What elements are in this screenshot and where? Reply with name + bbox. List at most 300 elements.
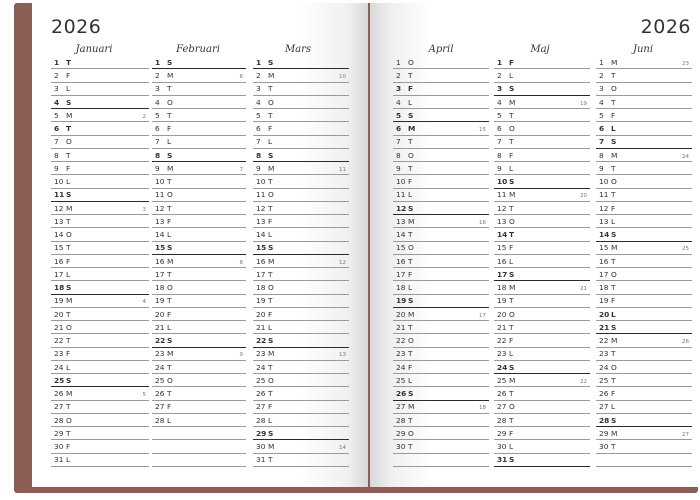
day-number: 7 bbox=[599, 137, 605, 147]
weekday-letter: S bbox=[66, 190, 72, 200]
weekday-letter: T bbox=[268, 269, 273, 279]
month-column-mars bbox=[253, 56, 349, 467]
weekday-letter: L bbox=[66, 362, 71, 372]
day-number: 14 bbox=[599, 230, 610, 239]
day-number: 5 bbox=[256, 110, 261, 120]
day-row bbox=[596, 189, 692, 202]
day-row bbox=[596, 281, 692, 294]
weekday-letter: M bbox=[167, 256, 174, 266]
day-number: 24 bbox=[396, 362, 406, 372]
day-number: 7 bbox=[396, 137, 401, 147]
weekday-letter: F bbox=[408, 177, 413, 186]
weekday-letter: T bbox=[167, 296, 172, 306]
day-number: 14 bbox=[54, 230, 64, 239]
weekday-letter: F bbox=[167, 216, 172, 226]
day-row bbox=[152, 401, 246, 414]
weekday-letter: F bbox=[167, 402, 172, 412]
weekday-letter: O bbox=[509, 216, 515, 226]
day-row bbox=[51, 268, 149, 281]
day-row bbox=[152, 122, 246, 135]
day-number: 25 bbox=[155, 375, 165, 385]
weekday-letter: S bbox=[509, 269, 515, 279]
weekday-letter: T bbox=[611, 190, 616, 200]
weekday-letter: M bbox=[509, 190, 516, 200]
day-row bbox=[51, 175, 149, 188]
weekday-letter: S bbox=[509, 455, 515, 465]
day-number: 14 bbox=[396, 230, 406, 239]
day-row bbox=[51, 295, 149, 308]
day-row bbox=[494, 295, 590, 308]
day-row bbox=[596, 122, 692, 135]
day-number: 8 bbox=[155, 150, 161, 160]
weekday-letter: L bbox=[167, 322, 172, 332]
weekday-letter: S bbox=[268, 336, 274, 345]
day-row bbox=[393, 334, 489, 347]
day-row bbox=[51, 387, 149, 400]
weekday-letter: L bbox=[66, 84, 71, 94]
weekday-letter: S bbox=[268, 428, 274, 438]
weekday-letter: M bbox=[408, 124, 416, 133]
day-row bbox=[494, 56, 590, 69]
day-row bbox=[494, 348, 590, 361]
weekday-letter: M bbox=[268, 163, 275, 173]
day-row bbox=[494, 387, 590, 400]
day-number: 3 bbox=[599, 84, 604, 94]
day-number: 10 bbox=[155, 177, 165, 186]
day-row bbox=[596, 109, 692, 122]
day-number: 10 bbox=[497, 177, 508, 186]
day-row bbox=[253, 440, 349, 453]
weekday-letter: F bbox=[509, 428, 514, 438]
day-row bbox=[596, 56, 692, 69]
day-number: 20 bbox=[599, 309, 610, 319]
weekday-letter: T bbox=[611, 349, 616, 359]
day-row bbox=[596, 334, 692, 347]
day-row bbox=[494, 427, 590, 440]
weekday-letter: F bbox=[66, 349, 71, 359]
day-row bbox=[51, 215, 149, 228]
month-title-april: April bbox=[428, 44, 454, 55]
weekday-letter: T bbox=[408, 415, 413, 425]
empty-row bbox=[393, 454, 489, 467]
week-number: 21 bbox=[580, 286, 587, 292]
day-row bbox=[51, 162, 149, 175]
day-number: 23 bbox=[54, 349, 64, 359]
weekday-letter: L bbox=[509, 256, 514, 266]
day-number: 1 bbox=[54, 57, 60, 67]
week-number: 16 bbox=[479, 219, 486, 226]
weekday-letter: M bbox=[167, 163, 174, 173]
month-title-februari: Februari bbox=[176, 44, 220, 55]
day-number: 4 bbox=[497, 97, 502, 107]
weekday-letter: O bbox=[408, 150, 414, 160]
day-row bbox=[253, 414, 349, 427]
day-number: 26 bbox=[497, 389, 507, 398]
day-number: 1 bbox=[599, 57, 604, 67]
day-number: 8 bbox=[497, 150, 502, 160]
day-number: 27 bbox=[54, 402, 64, 412]
day-number: 19 bbox=[155, 296, 165, 306]
empty-row bbox=[152, 440, 246, 453]
week-number: 26 bbox=[682, 339, 689, 345]
day-row bbox=[494, 374, 590, 387]
day-row bbox=[152, 175, 246, 188]
day-number: 28 bbox=[497, 415, 507, 425]
weekday-letter: T bbox=[268, 296, 273, 306]
day-row bbox=[596, 440, 692, 453]
day-number: 26 bbox=[54, 389, 64, 398]
weekday-letter: L bbox=[611, 124, 616, 133]
day-number: 5 bbox=[54, 110, 59, 120]
day-number: 18 bbox=[155, 283, 165, 292]
day-row bbox=[393, 387, 489, 400]
day-number: 29 bbox=[497, 428, 507, 438]
weekday-letter: L bbox=[509, 442, 514, 451]
day-number: 22 bbox=[599, 336, 609, 345]
year-heading-right: 2026 bbox=[640, 16, 691, 38]
day-row bbox=[596, 69, 692, 82]
day-row bbox=[596, 414, 692, 427]
day-number: 5 bbox=[155, 110, 160, 120]
day-number: 13 bbox=[599, 216, 609, 226]
weekday-letter: O bbox=[408, 57, 414, 67]
month-column-januari bbox=[51, 56, 149, 467]
day-number: 27 bbox=[256, 402, 266, 412]
day-row bbox=[494, 136, 590, 149]
weekday-letter: M bbox=[408, 309, 415, 319]
day-row bbox=[494, 321, 590, 334]
weekday-letter: F bbox=[66, 71, 71, 80]
day-row bbox=[253, 162, 349, 175]
day-row bbox=[152, 83, 246, 96]
day-row bbox=[393, 321, 489, 334]
weekday-letter: T bbox=[509, 230, 515, 239]
weekday-letter: S bbox=[66, 283, 72, 292]
weekday-letter: T bbox=[66, 124, 72, 133]
day-number: 16 bbox=[599, 256, 609, 266]
day-number: 19 bbox=[497, 296, 507, 306]
day-number: 6 bbox=[54, 124, 60, 133]
weekday-letter: O bbox=[611, 269, 617, 279]
month-title-mars: Mars bbox=[284, 44, 312, 55]
day-number: 2 bbox=[256, 71, 261, 80]
day-row bbox=[253, 321, 349, 334]
day-number: 15 bbox=[497, 243, 507, 253]
weekday-letter: T bbox=[66, 336, 71, 345]
weekday-letter: M bbox=[611, 428, 618, 438]
day-number: 30 bbox=[256, 442, 266, 451]
day-number: 7 bbox=[54, 137, 59, 147]
day-row bbox=[494, 122, 590, 135]
day-row bbox=[596, 175, 692, 188]
day-number: 13 bbox=[54, 216, 64, 226]
day-row bbox=[393, 149, 489, 162]
weekday-letter: T bbox=[167, 177, 172, 186]
day-number: 2 bbox=[599, 71, 604, 80]
day-number: 14 bbox=[497, 230, 508, 239]
day-number: 18 bbox=[497, 283, 507, 292]
day-row bbox=[152, 348, 246, 361]
day-row bbox=[253, 242, 349, 255]
day-number: 23 bbox=[396, 349, 406, 359]
day-row bbox=[494, 109, 590, 122]
week-number: 6 bbox=[239, 74, 243, 80]
day-row bbox=[494, 69, 590, 82]
weekday-letter: O bbox=[268, 190, 274, 200]
day-row bbox=[51, 414, 149, 427]
day-row bbox=[494, 255, 590, 268]
day-row bbox=[152, 281, 246, 294]
day-number: 28 bbox=[155, 415, 165, 425]
weekday-letter: T bbox=[611, 442, 616, 451]
day-number: 22 bbox=[54, 336, 64, 345]
day-number: 5 bbox=[396, 110, 402, 120]
day-number: 12 bbox=[54, 203, 64, 213]
day-row bbox=[51, 189, 149, 202]
weekday-letter: T bbox=[611, 71, 616, 80]
day-number: 27 bbox=[396, 402, 406, 412]
day-number: 20 bbox=[54, 309, 64, 319]
weekday-letter: T bbox=[408, 322, 413, 332]
day-number: 2 bbox=[497, 71, 502, 80]
weekday-letter: T bbox=[408, 349, 413, 359]
weekday-letter: O bbox=[167, 283, 173, 292]
week-number: 5 bbox=[142, 392, 146, 398]
weekday-letter: F bbox=[268, 124, 273, 133]
month-title-januari: Januari bbox=[75, 44, 113, 55]
day-row bbox=[596, 162, 692, 175]
day-number: 2 bbox=[54, 71, 59, 80]
day-row bbox=[51, 255, 149, 268]
day-row bbox=[51, 56, 149, 69]
day-number: 17 bbox=[599, 269, 609, 279]
day-number: 19 bbox=[599, 296, 609, 306]
day-number: 12 bbox=[497, 203, 507, 213]
day-row bbox=[596, 401, 692, 414]
weekday-letter: M bbox=[66, 203, 73, 213]
weekday-letter: T bbox=[611, 97, 616, 107]
weekday-letter: F bbox=[408, 362, 413, 372]
day-number: 7 bbox=[256, 137, 261, 147]
day-number: 30 bbox=[599, 442, 609, 451]
day-number: 21 bbox=[396, 322, 406, 332]
day-row bbox=[152, 189, 246, 202]
weekday-letter: T bbox=[167, 203, 172, 213]
weekday-letter: S bbox=[408, 389, 414, 398]
day-row bbox=[393, 374, 489, 387]
weekday-letter: F bbox=[611, 389, 616, 398]
day-number: 20 bbox=[497, 309, 507, 319]
weekday-letter: S bbox=[611, 322, 617, 332]
day-row bbox=[51, 242, 149, 255]
day-number: 3 bbox=[54, 84, 59, 94]
weekday-letter: T bbox=[268, 177, 273, 186]
day-number: 11 bbox=[54, 190, 65, 200]
week-number: 15 bbox=[479, 127, 486, 133]
day-number: 11 bbox=[155, 190, 165, 200]
weekday-letter: F bbox=[509, 336, 514, 345]
weekday-letter: F bbox=[509, 150, 514, 160]
day-number: 28 bbox=[396, 415, 406, 425]
weekday-letter: F bbox=[611, 296, 616, 306]
day-row bbox=[253, 228, 349, 241]
weekday-letter: T bbox=[66, 243, 71, 253]
day-number: 15 bbox=[155, 243, 166, 253]
day-number: 6 bbox=[396, 124, 402, 133]
day-row bbox=[494, 308, 590, 321]
day-number: 17 bbox=[256, 269, 266, 279]
day-number: 11 bbox=[599, 190, 609, 200]
day-row bbox=[596, 83, 692, 96]
weekday-letter: F bbox=[408, 269, 413, 279]
day-number: 21 bbox=[54, 322, 64, 332]
day-number: 30 bbox=[54, 442, 64, 451]
day-number: 26 bbox=[256, 389, 266, 398]
weekday-letter: T bbox=[268, 203, 273, 213]
weekday-letter: T bbox=[66, 428, 71, 438]
weekday-letter: T bbox=[408, 230, 413, 239]
day-number: 9 bbox=[54, 163, 59, 173]
day-number: 29 bbox=[599, 428, 609, 438]
weekday-letter: O bbox=[66, 230, 72, 239]
day-row bbox=[51, 427, 149, 440]
weekday-letter: T bbox=[408, 163, 413, 173]
weekday-letter: T bbox=[408, 256, 413, 266]
day-row bbox=[253, 295, 349, 308]
day-row bbox=[393, 175, 489, 188]
day-row bbox=[152, 414, 246, 427]
day-number: 27 bbox=[497, 402, 507, 412]
day-row bbox=[596, 427, 692, 440]
day-row bbox=[152, 242, 246, 255]
day-row bbox=[393, 348, 489, 361]
week-number: 23 bbox=[682, 60, 689, 67]
weekday-letter: T bbox=[268, 389, 273, 398]
day-row bbox=[152, 202, 246, 215]
day-row bbox=[494, 361, 590, 374]
week-number: 10 bbox=[339, 74, 346, 80]
month-title-maj: Maj bbox=[530, 44, 550, 55]
day-row bbox=[253, 149, 349, 162]
day-number: 28 bbox=[54, 415, 64, 425]
weekday-letter: M bbox=[611, 243, 618, 253]
weekday-letter: M bbox=[509, 283, 516, 292]
day-row bbox=[152, 109, 246, 122]
month-title-juni: Juni bbox=[632, 44, 654, 55]
day-number: 14 bbox=[256, 230, 266, 239]
empty-row bbox=[596, 454, 692, 467]
weekday-letter: O bbox=[509, 124, 515, 133]
day-number: 18 bbox=[396, 283, 406, 292]
day-row bbox=[393, 162, 489, 175]
day-row bbox=[596, 149, 692, 162]
day-number: 13 bbox=[155, 216, 165, 226]
day-number: 29 bbox=[54, 428, 64, 438]
day-row bbox=[152, 387, 246, 400]
day-row bbox=[152, 96, 246, 109]
day-number: 23 bbox=[155, 349, 165, 359]
day-row bbox=[393, 295, 489, 308]
week-number: 13 bbox=[339, 352, 346, 359]
weekday-letter: F bbox=[509, 243, 514, 253]
weekday-letter: T bbox=[509, 203, 514, 213]
day-row bbox=[393, 136, 489, 149]
day-row bbox=[596, 295, 692, 308]
weekday-letter: F bbox=[66, 442, 71, 451]
week-number: 17 bbox=[479, 312, 486, 319]
empty-row bbox=[152, 427, 246, 440]
weekday-letter: L bbox=[66, 455, 71, 465]
weekday-letter: T bbox=[66, 216, 71, 226]
weekday-letter: F bbox=[611, 110, 616, 120]
day-number: 15 bbox=[599, 243, 609, 253]
day-row bbox=[596, 387, 692, 400]
weekday-letter: S bbox=[611, 230, 617, 239]
weekday-letter: T bbox=[268, 362, 273, 372]
day-number: 20 bbox=[396, 309, 406, 319]
day-number: 23 bbox=[599, 349, 609, 359]
weekday-letter: M bbox=[268, 71, 275, 80]
weekday-letter: L bbox=[167, 415, 172, 425]
day-row bbox=[253, 202, 349, 215]
day-row bbox=[393, 242, 489, 255]
weekday-letter: M bbox=[66, 110, 73, 120]
day-row bbox=[393, 228, 489, 241]
day-row bbox=[494, 149, 590, 162]
day-row bbox=[253, 96, 349, 109]
weekday-letter: S bbox=[268, 57, 274, 67]
day-number: 31 bbox=[54, 455, 64, 465]
day-row bbox=[393, 427, 489, 440]
day-number: 21 bbox=[155, 322, 165, 332]
day-number: 5 bbox=[497, 110, 502, 120]
weekday-letter: S bbox=[408, 203, 414, 213]
day-row bbox=[51, 440, 149, 453]
day-number: 8 bbox=[396, 150, 401, 160]
weekday-letter: F bbox=[66, 163, 71, 173]
weekday-letter: O bbox=[167, 190, 173, 200]
day-number: 9 bbox=[396, 163, 401, 173]
weekday-letter: T bbox=[167, 389, 172, 398]
day-row bbox=[253, 374, 349, 387]
weekday-letter: M bbox=[167, 349, 174, 359]
weekday-letter: L bbox=[408, 375, 413, 385]
day-row bbox=[51, 83, 149, 96]
day-number: 9 bbox=[256, 163, 261, 173]
day-row bbox=[494, 162, 590, 175]
week-number: 19 bbox=[580, 100, 587, 107]
month-column-maj bbox=[494, 56, 590, 467]
month-column-juni bbox=[596, 56, 692, 467]
weekday-letter: L bbox=[408, 283, 413, 292]
weekday-letter: F bbox=[408, 84, 414, 94]
weekday-letter: S bbox=[268, 243, 274, 253]
weekday-letter: L bbox=[509, 163, 514, 173]
day-number: 19 bbox=[256, 296, 266, 306]
day-number: 24 bbox=[256, 362, 266, 372]
weekday-letter: L bbox=[268, 137, 273, 147]
day-number: 26 bbox=[396, 389, 407, 398]
weekday-letter: M bbox=[611, 57, 618, 67]
day-row bbox=[494, 96, 590, 109]
day-row bbox=[393, 414, 489, 427]
day-number: 13 bbox=[256, 216, 266, 226]
day-row bbox=[51, 334, 149, 347]
day-row bbox=[51, 149, 149, 162]
weekday-letter: L bbox=[408, 190, 413, 200]
day-number: 30 bbox=[396, 442, 406, 451]
day-number: 6 bbox=[256, 124, 261, 133]
